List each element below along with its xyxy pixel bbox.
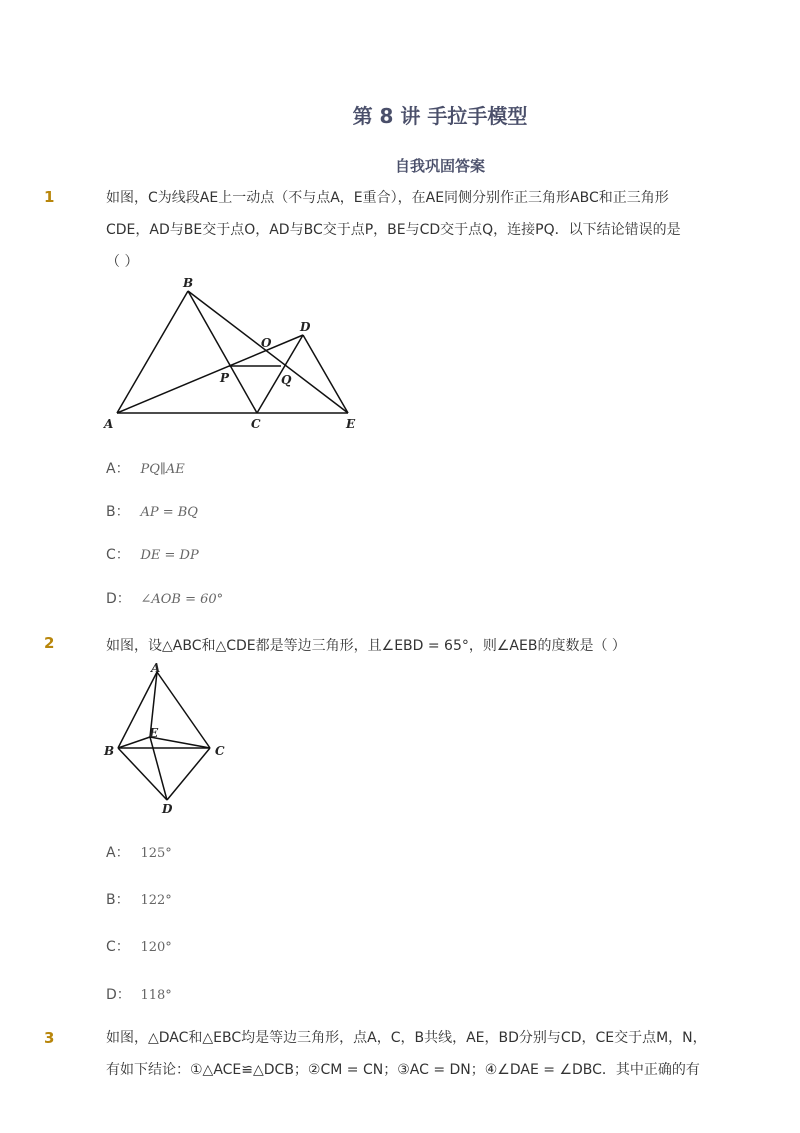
- point-label-b: B: [183, 276, 194, 290]
- option-label: D：: [106, 591, 131, 607]
- option-value: 120°: [140, 940, 172, 955]
- point-label-a: A: [151, 661, 161, 675]
- option-b[interactable]: [106, 889, 172, 909]
- point-label-c: C: [251, 417, 261, 431]
- point-label-d: D: [300, 320, 311, 334]
- option-label: C：: [106, 547, 130, 563]
- question-stem: [106, 1022, 726, 1086]
- option-c[interactable]: [106, 936, 172, 956]
- option-value: 122°: [140, 893, 172, 908]
- stem-line: （ ）: [106, 254, 139, 270]
- option-value: PQ∥AE: [140, 462, 185, 477]
- stem-line: 如图，△DAC和△EBC均是等边三角形，点A，C，B共线，AE，BD分别与CD，CE交于点M，N，: [106, 1030, 707, 1046]
- stem-line: 有如下结论：①△ACE≌△DCB；②CM = CN；③AC = DN；④∠DAE = ∠DBC．其中正确的有: [106, 1062, 700, 1078]
- stem-line: 如图，设△ABC和△CDE都是等边三角形，且∠EBD = 65°，则∠AEB的度数是（ ）: [106, 638, 626, 654]
- option-a[interactable]: [106, 458, 185, 478]
- figure-q1: [100, 272, 370, 437]
- question-stem: [106, 182, 726, 278]
- option-label: B：: [106, 504, 130, 520]
- option-c[interactable]: [106, 544, 199, 564]
- point-label-d: D: [162, 802, 173, 816]
- question-number: 1: [44, 188, 55, 206]
- point-label-c: C: [215, 744, 225, 758]
- question-stem: [106, 630, 726, 662]
- option-value: DE = DP: [140, 548, 199, 563]
- figure-q2: [100, 660, 240, 820]
- option-label: C：: [106, 939, 130, 955]
- option-label: B：: [106, 892, 130, 908]
- option-a[interactable]: [106, 842, 172, 862]
- section-subtitle: 自我巩固答案: [394, 157, 485, 175]
- option-label: A：: [106, 461, 130, 477]
- question-number: 3: [44, 1029, 55, 1047]
- point-label-o: O: [261, 336, 272, 350]
- option-value: 125°: [140, 846, 172, 861]
- point-label-e: E: [149, 726, 159, 740]
- page-title: 第 8 讲 手拉手模型: [352, 104, 528, 128]
- option-b[interactable]: [106, 501, 198, 521]
- option-d[interactable]: [106, 588, 223, 608]
- point-label-e: E: [346, 417, 356, 431]
- stem-line: CDE，AD与BE交于点O，AD与BC交于点P，BE与CD交于点Q，连接PQ．以下结论错误的是: [106, 222, 681, 238]
- option-value: 118°: [140, 988, 172, 1003]
- point-label-q: Q: [281, 373, 292, 387]
- point-label-p: P: [220, 371, 230, 385]
- question-number: 2: [44, 634, 55, 652]
- option-value: AP = BQ: [140, 505, 198, 520]
- point-label-a: A: [104, 417, 114, 431]
- option-label: A：: [106, 845, 130, 861]
- stem-line: 如图，C为线段AE上一动点（不与点A，E重合），在AE同侧分别作正三角形ABC和正三角形: [106, 190, 669, 206]
- option-d[interactable]: [106, 984, 172, 1004]
- option-value: ∠AOB = 60°: [140, 592, 224, 607]
- point-label-b: B: [104, 744, 115, 758]
- option-label: D：: [106, 987, 131, 1003]
